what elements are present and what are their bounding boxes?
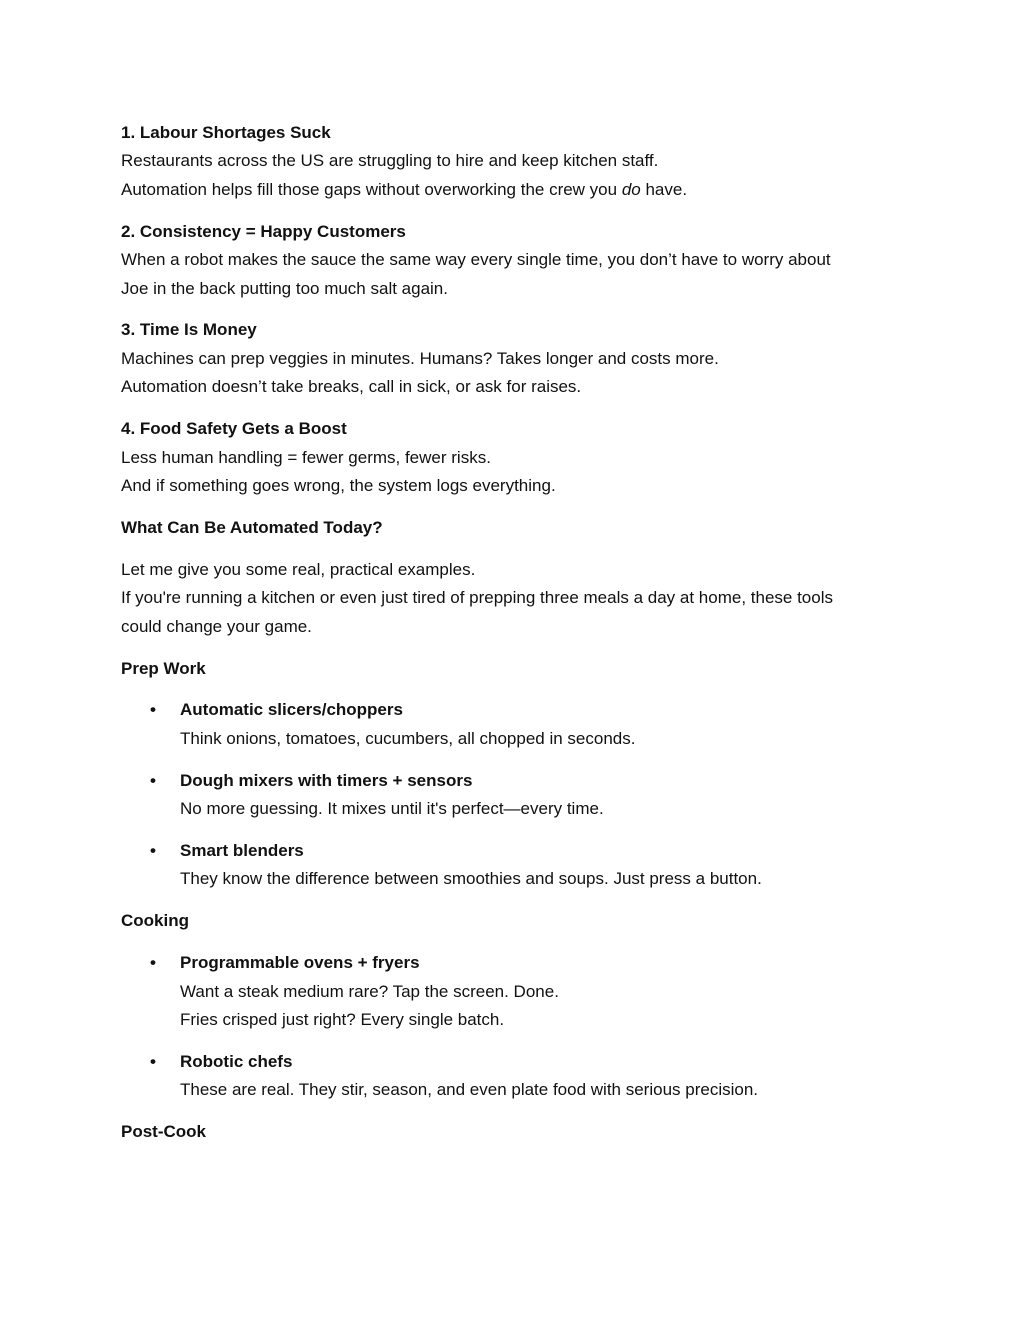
list-item — [121, 949, 911, 1034]
list-item-desc: They know the difference between smoothies and soups. Just press a button. — [180, 869, 762, 889]
emphasis-text: do — [621, 179, 641, 199]
subsection-heading: Prep Work — [121, 658, 206, 678]
paragraph-line: When a robot makes the sauce the same way every single time, you don’t have to worry about — [121, 250, 831, 270]
bullet-icon: • — [150, 700, 156, 720]
bullet-icon: • — [150, 1051, 156, 1071]
section-prep-work-heading — [121, 655, 911, 683]
section-automated-heading — [121, 514, 911, 542]
section-time-is-money — [121, 316, 911, 401]
paragraph-line: Let me give you some real, practical examples. — [121, 559, 476, 579]
list-item-title: Automatic slicers/choppers — [180, 700, 403, 720]
section-heading: 1. Labour Shortages Suck — [121, 123, 331, 142]
section-heading: 3. Time Is Money — [121, 320, 257, 340]
list-item-desc: No more guessing. It mixes until it's perfect—every time. — [180, 799, 604, 819]
document-page — [121, 119, 911, 1160]
paragraph-line: Automation doesn’t take breaks, call in sick, or ask for raises. — [121, 377, 582, 397]
section-labour-shortages — [121, 119, 911, 204]
paragraph-line: If you're running a kitchen or even just tired of prepping three meals a day at home, these tools — [121, 588, 833, 608]
list-item-desc: Want a steak medium rare? Tap the screen. Done. — [180, 981, 559, 1001]
section-post-cook-heading — [121, 1118, 911, 1146]
section-food-safety — [121, 415, 911, 500]
list-item — [121, 1048, 911, 1105]
list-item-title: Dough mixers with timers + sensors — [180, 770, 473, 790]
list-item-desc: These are real. They stir, season, and even plate food with serious precision. — [180, 1080, 759, 1100]
section-heading: 2. Consistency = Happy Customers — [121, 221, 406, 241]
section-consistency — [121, 218, 911, 303]
text-run: have. — [640, 179, 688, 199]
paragraph-line: Joe in the back putting too much salt again. — [121, 278, 448, 298]
section-cooking-heading — [121, 907, 911, 935]
subsection-heading: Post-Cook — [121, 1122, 206, 1142]
paragraph-line — [121, 176, 911, 204]
paragraph-line: Less human handling = fewer germs, fewer risks. — [121, 447, 491, 467]
bullet-icon: • — [150, 841, 156, 861]
section-heading: 4. Food Safety Gets a Boost — [121, 419, 347, 439]
paragraph-line: could change your game. — [121, 616, 312, 636]
list-item — [121, 696, 911, 753]
list-item-desc: Fries crisped just right? Every single batch. — [180, 1010, 505, 1030]
paragraph-line: Restaurants across the US are struggling to hire and keep kitchen staff. — [121, 151, 659, 171]
subsection-heading: Cooking — [121, 911, 189, 931]
bullet-icon: • — [150, 770, 156, 790]
cooking-list — [121, 949, 911, 1105]
list-item-title: Robotic chefs — [180, 1051, 293, 1071]
section-automated-intro — [121, 556, 911, 641]
list-item-title: Smart blenders — [180, 841, 304, 861]
list-item-desc: Think onions, tomatoes, cucumbers, all chopped in seconds. — [180, 728, 636, 748]
text-run: Automation helps fill those gaps without overworking the crew you — [121, 179, 622, 199]
section-heading: What Can Be Automated Today? — [121, 517, 383, 537]
list-item — [121, 767, 911, 824]
paragraph-line: Machines can prep veggies in minutes. Humans? Takes longer and costs more. — [121, 348, 719, 368]
prep-work-list — [121, 696, 911, 893]
paragraph-line: And if something goes wrong, the system logs everything. — [121, 475, 556, 495]
bullet-icon: • — [150, 953, 156, 973]
list-item — [121, 837, 911, 894]
list-item-title: Programmable ovens + fryers — [180, 953, 420, 973]
